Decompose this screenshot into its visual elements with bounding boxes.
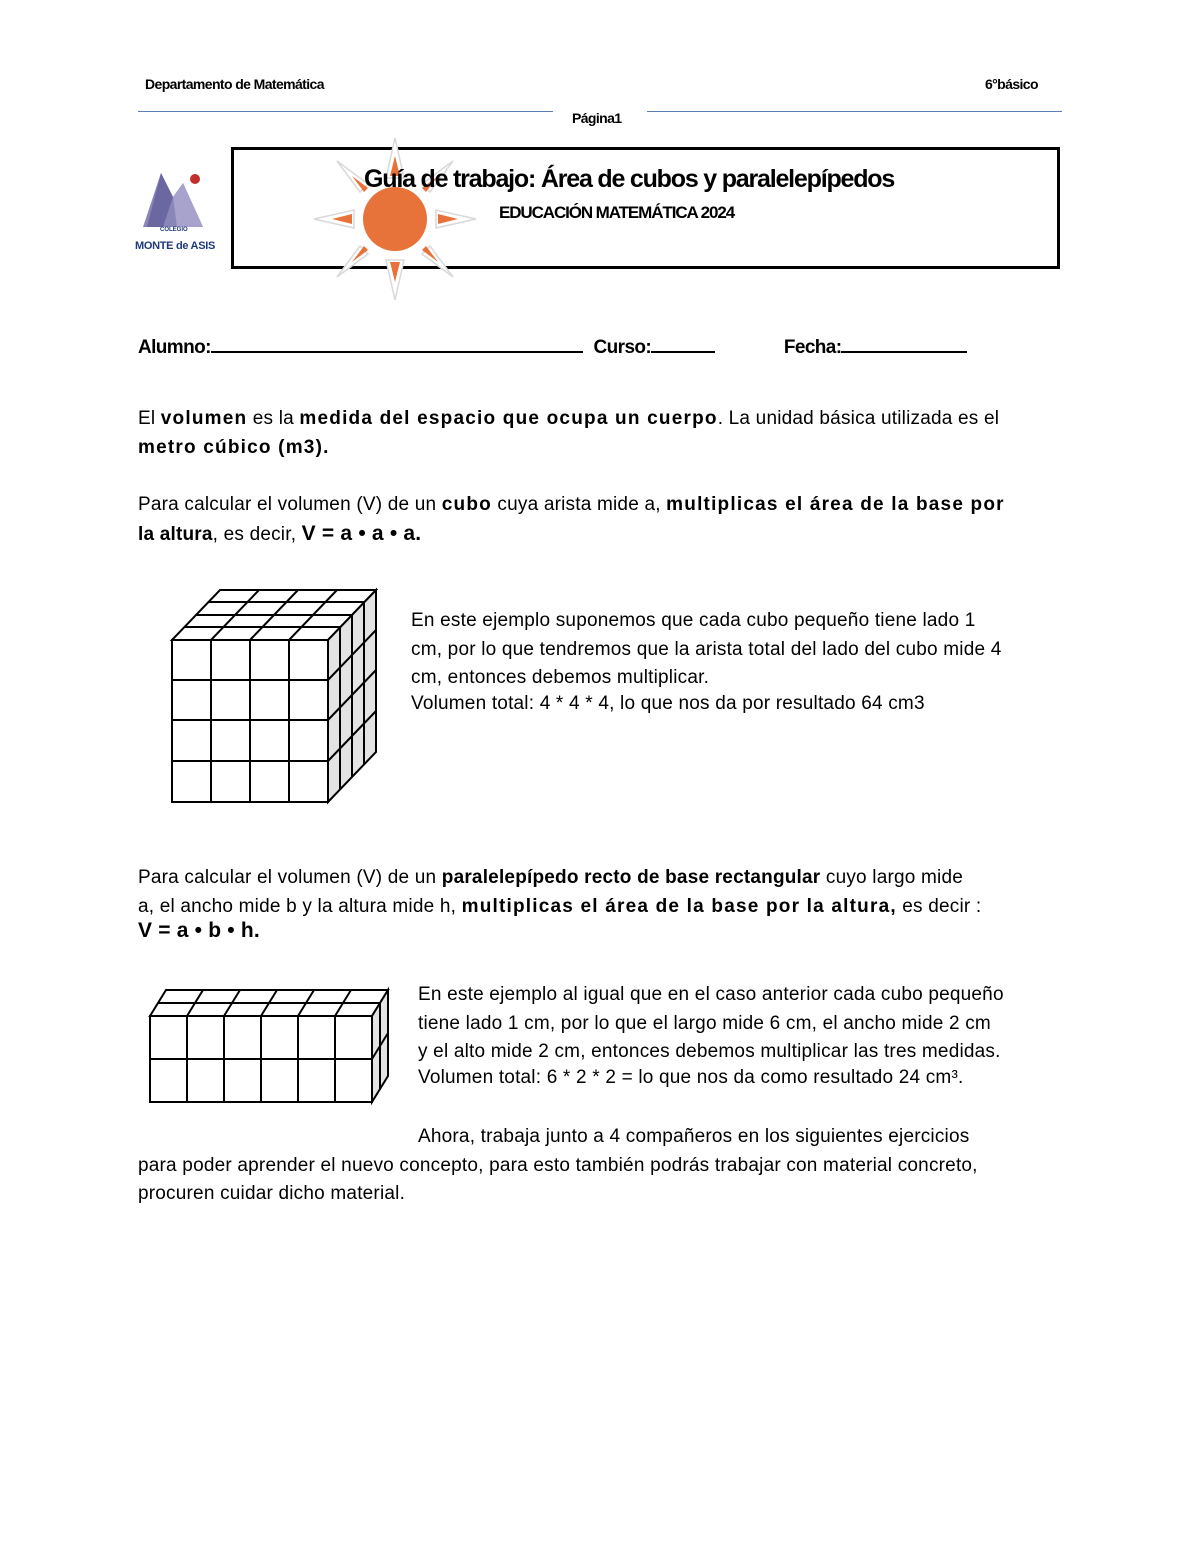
student-input[interactable] (211, 333, 583, 353)
closing-line-1: Ahora, trabaja junto a 4 compañeros en los siguientes ejercicios (418, 1126, 970, 1147)
prism-rule-text-1: Para calcular el volumen (V) de un (138, 867, 442, 888)
prism-example-line-3: y el alto mide 2 cm, entonces debemos multiplicar las tres medidas. (418, 1041, 1001, 1062)
cube-example-text (411, 607, 1061, 718)
cube-4x4x4-diagram (168, 584, 384, 808)
intro-bold-3: metro cúbico (m3). (138, 436, 330, 458)
prism-rule-text-3: a, el ancho mide b y la altura mide h, (138, 895, 462, 917)
cube-rule-text-1: Para calcular el volumen (V) de un (138, 494, 442, 515)
intro-text-3: . La unidad básica utilizada es el (717, 408, 1000, 429)
worksheet-subtitle: EDUCACIÓN MATEMÁTICA 2024 (499, 203, 735, 222)
header-rule-left (138, 111, 553, 112)
course-label: Curso: (593, 337, 652, 358)
intro-text-2: es la (247, 408, 300, 429)
cube-rule-bold-1: cubo (441, 494, 492, 515)
intro-bold-2: medida del espacio que ocupa un cuerpo (299, 408, 718, 429)
logo-small-text: COLEGIO (160, 227, 188, 233)
prism-example-text (418, 981, 1068, 1092)
student-label: Alumno: (138, 337, 211, 358)
cube-rule-text-2: cuya arista mide a, (491, 494, 667, 515)
cube-rule-text-3: , es decir, (212, 523, 302, 545)
page-number: Página1 (572, 110, 622, 126)
school-logo-icon (133, 165, 215, 245)
grade-label: 6°básico (985, 76, 1038, 92)
school-name: MONTE de ASIS (135, 240, 216, 252)
date-label: Fecha: (783, 337, 842, 358)
cube-example-line-3: cm, entonces debemos multiplicar. (411, 667, 710, 688)
cube-example-line-2: cm, por lo que tendremos que la arista total del lado del cubo mide 4 (411, 638, 1002, 660)
header-rule-right (647, 111, 1062, 112)
prism-example-line-2: tiene lado 1 cm, por lo que el largo mide 6 cm, el ancho mide 2 cm (418, 1012, 991, 1034)
prism-formula: V = a • b • h. (138, 919, 260, 942)
student-fields (138, 333, 967, 359)
closing-line-2: para poder aprender el nuevo concepto, para esto también podrás trabajar con material concreto, (138, 1154, 978, 1176)
prism-example-line-1: En este ejemplo al igual que en el caso anterior cada cubo pequeño (418, 984, 1004, 1005)
sun-icon (312, 136, 478, 302)
prism-rule-paragraph (138, 864, 1068, 947)
worksheet-title: Guía de trabajo: Área de cubos y paralelepípedos (364, 165, 895, 193)
cube-rule-bold-3: la altura (138, 523, 213, 545)
closing-paragraph (138, 1123, 1078, 1209)
course-input[interactable] (651, 333, 715, 353)
prism-rule-text-4: es decir : (896, 895, 982, 917)
prism-rule-bold-1: paralelepípedo recto de base rectangular (441, 867, 821, 888)
prism-6x2x2-diagram (146, 984, 392, 1108)
cube-formula: V = a • a • a. (301, 521, 422, 545)
cube-example-line-1: En este ejemplo suponemos que cada cubo pequeño tiene lado 1 (411, 610, 976, 631)
department-label: Departamento de Matemática (145, 76, 324, 92)
cube-rule-bold-2: multiplicas el área de la base por (666, 494, 1005, 515)
prism-rule-text-2: cuyo largo mide (820, 867, 964, 888)
intro-paragraph (138, 405, 1058, 462)
intro-text-1: El (138, 408, 161, 429)
cube-rule-paragraph (138, 491, 1058, 549)
closing-line-3: procuren cuidar dicho material. (138, 1183, 406, 1204)
date-input[interactable] (841, 333, 967, 353)
prism-rule-bold-2: multiplicas el área de la base por la altura, (461, 895, 897, 917)
intro-bold-1: volumen (160, 408, 248, 429)
cube-example-line-4: Volumen total: 4 * 4 * 4, lo que nos da por resultado 64 cm3 (411, 692, 925, 714)
prism-example-line-4: Volumen total: 6 * 2 * 2 = lo que nos da como resultado 24 cm³. (418, 1066, 964, 1088)
